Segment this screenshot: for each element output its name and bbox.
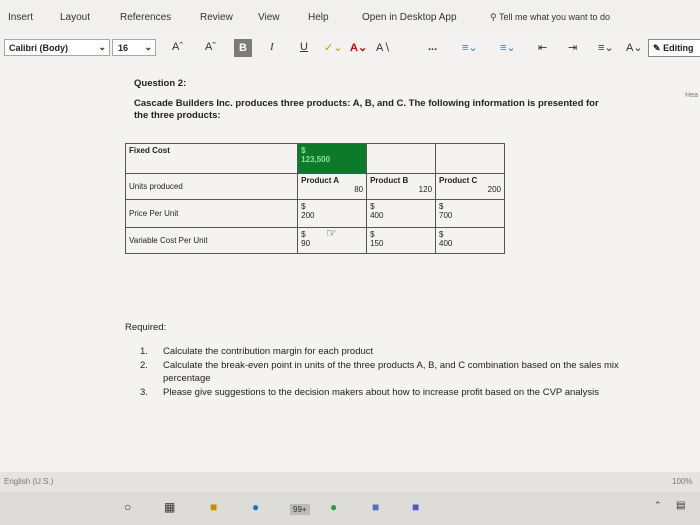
list-text: Calculate the contribution margin for each product <box>163 346 374 357</box>
search-circle-icon[interactable]: ○ <box>124 500 132 514</box>
list-number: 3. <box>140 387 148 398</box>
table-cell <box>367 144 436 174</box>
highlight-icon[interactable]: ✓⌄ <box>324 42 343 54</box>
price-per-unit-label: Price Per Unit <box>126 200 298 228</box>
product-c-cell <box>436 174 505 200</box>
pencil-icon: ✎ <box>653 43 661 53</box>
variable-a-currency: $ <box>301 230 306 239</box>
fixed-cost-label: Fixed Cost <box>126 144 298 174</box>
price-a: 200 <box>301 211 315 220</box>
price-a-cell <box>298 200 367 228</box>
chrome-browser-icon[interactable]: ● <box>330 500 338 514</box>
variable-c-cell <box>436 228 505 254</box>
grow-font-button[interactable]: Aˆ <box>172 41 183 53</box>
menu-help[interactable]: Help <box>308 12 329 23</box>
price-b: 400 <box>370 211 384 220</box>
folder-icon[interactable]: ■ <box>210 500 218 514</box>
bold-button[interactable]: B <box>234 39 252 57</box>
variable-cost-label: Variable Cost Per Unit <box>126 228 298 254</box>
ribbon-menu-bar <box>0 0 700 34</box>
increase-indent-icon[interactable]: ⇥ <box>568 42 578 54</box>
product-a-cell <box>298 174 367 200</box>
font-size-value: 16 <box>118 43 129 53</box>
menu-insert[interactable]: Insert <box>8 12 34 23</box>
edge-browser-icon[interactable]: ● <box>252 500 260 514</box>
notification-badge[interactable]: 99+ <box>290 504 310 515</box>
fixed-cost-currency: $ <box>301 146 306 155</box>
table-cell <box>436 144 505 174</box>
tell-me-label: Tell me what you want to do <box>498 12 610 22</box>
price-c-cell <box>436 200 505 228</box>
list-text: Calculate the break-even point in units of the three products A, B, and C combination based on the sales mix percentage <box>163 360 619 384</box>
table-row <box>126 228 505 254</box>
tray-icon[interactable]: ▤ <box>676 500 686 511</box>
zoom-level[interactable]: 100% <box>672 477 693 486</box>
variable-b-cell <box>367 228 436 254</box>
align-icon[interactable]: ≡⌄ <box>598 42 614 54</box>
underline-button[interactable]: U <box>300 41 308 53</box>
table-row <box>126 200 505 228</box>
table-row <box>126 144 505 174</box>
product-b-header: Product B <box>370 176 409 185</box>
chevron-down-icon: ⌄ <box>144 42 152 52</box>
chevron-down-icon: ⌄ <box>98 42 106 52</box>
list-text: Please give suggestions to the decision makers about how to increase profit based on the CVP analysis <box>163 387 600 398</box>
price-a-currency: $ <box>301 202 306 211</box>
font-size-select[interactable] <box>112 39 156 56</box>
list-number: 2. <box>140 360 148 371</box>
status-bar <box>0 472 700 492</box>
formatting-toolbar <box>0 34 700 63</box>
teams-app-icon[interactable]: ■ <box>412 500 420 514</box>
variable-a: 90 <box>301 239 311 248</box>
menu-references[interactable]: References <box>120 12 172 23</box>
required-heading: Required: <box>125 322 167 333</box>
numbering-icon[interactable]: ≡⌄ <box>500 42 516 54</box>
list-item <box>140 386 620 399</box>
price-b-cell <box>367 200 436 228</box>
product-c-header: Product C <box>439 176 478 185</box>
fixed-cost-value: 123,500 <box>301 155 331 164</box>
product-data-table <box>125 143 505 254</box>
italic-button[interactable]: I <box>270 41 274 53</box>
bullets-icon[interactable]: ≡⌄ <box>462 42 478 54</box>
editing-label: Editing <box>663 43 694 53</box>
open-desktop-app-button[interactable]: Open in Desktop App <box>362 12 457 23</box>
font-family-value: Calibri (Body) <box>9 43 69 53</box>
shrink-font-button[interactable]: Aˇ <box>205 41 216 53</box>
units-produced-label: Units produced <box>126 174 298 200</box>
variable-c: 400 <box>439 239 453 248</box>
variable-c-currency: $ <box>439 230 444 239</box>
zoom-app-icon[interactable]: ■ <box>372 500 380 514</box>
menu-view[interactable]: View <box>258 12 280 23</box>
chevron-up-icon[interactable]: ⌃ <box>654 500 662 510</box>
price-c-currency: $ <box>439 202 444 211</box>
units-a: 80 <box>354 185 364 194</box>
menu-review[interactable]: Review <box>200 12 233 23</box>
editing-mode-button[interactable] <box>648 39 700 57</box>
font-family-select[interactable] <box>4 39 110 56</box>
styles-icon[interactable]: A⌄ <box>626 42 643 54</box>
fixed-cost-cell <box>298 144 367 174</box>
question-intro: Cascade Builders Inc. produces three products: A, B, and C. The following information is presented for the three products: <box>134 98 599 121</box>
price-b-currency: $ <box>370 202 375 211</box>
question-heading: Question 2: <box>134 78 187 89</box>
product-a-header: Product A <box>301 176 340 185</box>
units-b: 120 <box>418 185 433 194</box>
list-number: 1. <box>140 346 148 357</box>
list-item <box>140 359 620 385</box>
price-c: 700 <box>439 211 453 220</box>
list-item <box>140 345 620 358</box>
requirements-list <box>140 345 620 400</box>
taskbar <box>0 492 700 525</box>
variable-b: 150 <box>370 239 384 248</box>
heading-style-label: Hea <box>685 92 698 99</box>
more-options-button[interactable]: ... <box>428 41 438 53</box>
units-c: 200 <box>487 185 501 194</box>
font-color-icon[interactable]: A⌄ <box>350 42 368 54</box>
document-canvas[interactable] <box>0 62 700 472</box>
language-indicator[interactable]: English (U.S.) <box>4 477 54 486</box>
task-view-icon[interactable]: ▦ <box>164 500 176 514</box>
tell-me-box[interactable] <box>490 12 610 23</box>
decrease-indent-icon[interactable]: ⇤ <box>538 42 548 54</box>
lightbulb-icon: ⚲ <box>490 12 497 22</box>
variable-b-currency: $ <box>370 230 375 239</box>
menu-layout[interactable]: Layout <box>60 12 91 23</box>
product-b-cell <box>367 174 436 200</box>
mouse-cursor-icon: ☞ <box>326 226 337 240</box>
table-row <box>126 174 505 200</box>
clear-formatting-icon[interactable]: A∖ <box>376 42 391 54</box>
